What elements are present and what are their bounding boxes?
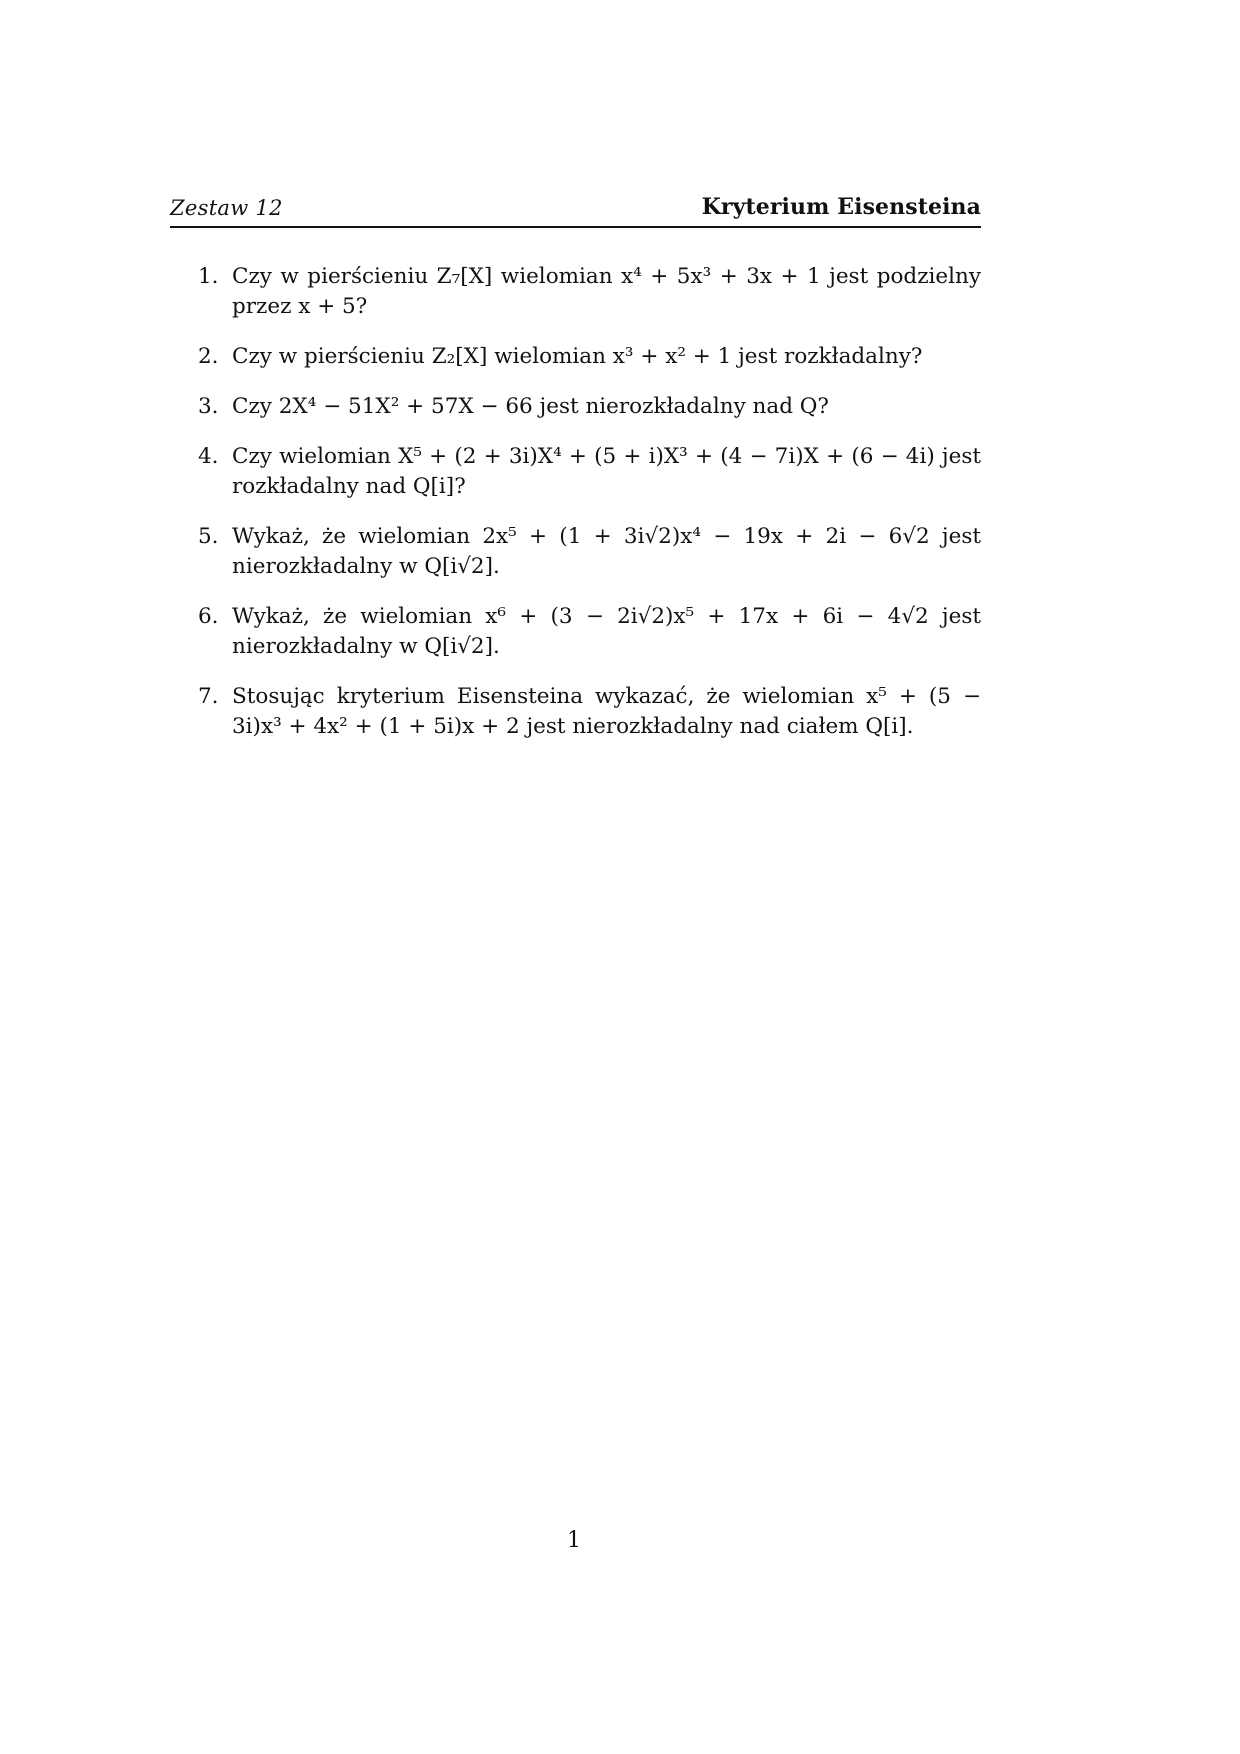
problem-item — [198, 392, 981, 422]
problem-text: Wykaż, że wielomian 2x⁵ + (1 + 3i√2)x⁴ − 19x + 2i − 6√2 jest nierozkładalny w Q[i√2]. — [232, 524, 981, 579]
problem-text: Stosując kryterium Eisensteina wykazać, że wielomian x⁵ + (5 − 3i)x³ + 4x² + (1 + 5i)x + 2 jest nierozkładalny nad ciałem Q[i]. — [232, 684, 981, 739]
problem-text: Czy w pierścieniu Z₇[X] wielomian x⁴ + 5x³ + 3x + 1 jest podzielny przez x + 5? — [232, 264, 981, 319]
problem-item — [198, 602, 981, 662]
problem-list — [198, 262, 981, 762]
page-number: 1 — [567, 1528, 581, 1553]
problem-item — [198, 342, 981, 372]
problem-item — [198, 262, 981, 322]
problem-item — [198, 682, 981, 742]
problem-number: 7. — [198, 684, 219, 709]
problem-text: Czy 2X⁴ − 51X² + 57X − 66 jest nierozkładalny nad Q? — [232, 394, 829, 419]
problem-text: Czy w pierścieniu Z₂[X] wielomian x³ + x² + 1 jest rozkładalny? — [232, 344, 923, 369]
problem-text: Wykaż, że wielomian x⁶ + (3 − 2i√2)x⁵ + 17x + 6i − 4√2 jest nierozkładalny w Q[i√2]. — [232, 604, 981, 659]
problem-number: 4. — [198, 444, 219, 469]
problem-text: Czy wielomian X⁵ + (2 + 3i)X⁴ + (5 + i)X³ + (4 − 7i)X + (6 − 4i) jest rozkładalny nad Q[i]? — [232, 444, 981, 499]
problem-item — [198, 442, 981, 502]
problem-number: 1. — [198, 264, 219, 289]
header-rule — [170, 226, 981, 228]
problem-number: 5. — [198, 524, 219, 549]
problem-number: 6. — [198, 604, 219, 629]
topic-title: Kryterium Eisensteina — [701, 194, 981, 220]
problem-number: 3. — [198, 394, 219, 419]
running-header — [170, 190, 981, 224]
problem-number: 2. — [198, 344, 219, 369]
problem-item — [198, 522, 981, 582]
set-title: Zestaw 12 — [170, 196, 283, 220]
